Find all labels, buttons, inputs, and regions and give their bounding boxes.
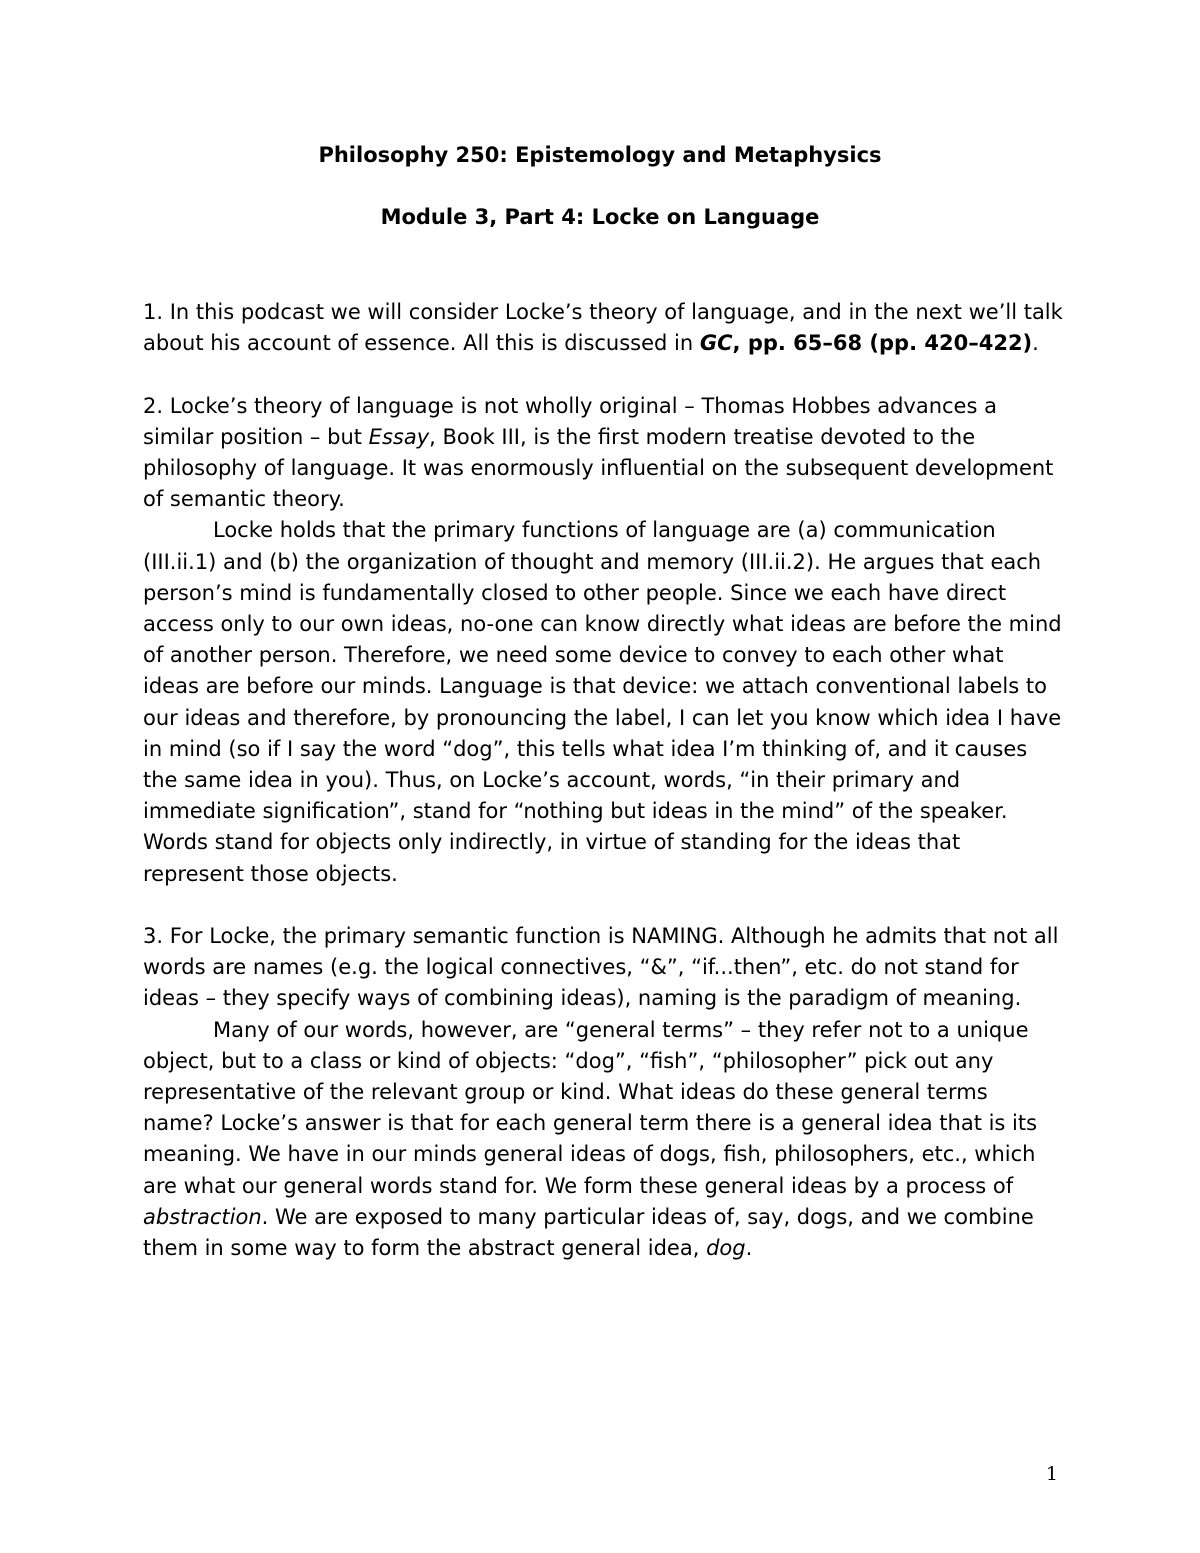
paragraph-2-text-b: , Book III, is the first modern treatise devoted to the philosophy of language. It was enormously influential on the subsequent development of semantic theory. [143,424,1054,512]
dog-term: dog [706,1236,746,1261]
paragraph-3: 3. For Locke, the primary semantic function is NAMING. Although he admits that not all words are names (e.g. the logical connectives, “&”, “if...then”, etc. do not stand for ideas – they specify ways of combining ideas), naming is the paradigm of meaning. [143,924,1059,1011]
document-title: Philosophy 250: Epistemology and Metaphysics [318,143,882,167]
abstraction-term: abstraction [143,1204,262,1229]
paragraph-2-text-a: 2. Locke’s theory of language is not wholly original – Thomas Hobbes advances a similar position – but [143,393,997,449]
gc-reference: GC [699,331,733,356]
paragraph-1-end: . [1032,331,1039,356]
paragraph-2-continued: Locke holds that the primary functions of language are (a) communication (III.ii.1) and (b) the organization of thought and memory (III.ii.2). He argues that each person’s mind is fundamentally closed to other people. Since we each have direct access only to our own ideas, no-one can know directly what ideas are before the mind of another person. Therefore, we need some device to convey to each other what ideas are before our minds. Language is that device: we attach conventional labels to our ideas and therefore, by pronouncing the label, I can let you know which idea I have in mind (so if I say the word “dog”, this tells what idea I’m thinking of, and it causes the same idea in you). Thus, on Locke’s account, words, “in their primary and immediate signification”, stand for “nothing but ideas in the mind” of the speaker. Words stand for objects only indirectly, in virtue of standing for the ideas that represent those objects. [143,518,1062,886]
document-body [143,297,1063,1264]
paragraph-3-text-a: Many of our words, however, are “general terms” – they refer not to a unique object, but to a class or kind of objects: “dog”, “fish”, “philosopher” pick out any representative of the relevant group or kind. What ideas do these general terms name? Locke’s answer is that for each general term there is a general idea that is its meaning. We have in our minds general ideas of dogs, fish, philosophers, etc., which are what our general words stand for. We form these general ideas by a process of [143,1017,1038,1198]
essay-title: Essay [368,424,430,449]
paragraph-3-continued [143,1015,1063,1265]
page-reference: , pp. 65–68 (pp. 420–422) [732,331,1033,356]
page-number: 1 [1045,1463,1058,1485]
document-subtitle: Module 3, Part 4: Locke on Language [380,205,820,229]
paragraph-3-text-b: . We are exposed to many particular ideas of, say, dogs, and we combine them in some way to form the abstract general idea, [143,1204,1034,1261]
paragraph-2 [143,391,1063,516]
paragraph-gap [143,359,1063,390]
paragraph-gap [143,890,1063,921]
paragraph-1 [143,297,1063,359]
paragraph-1-text: 1. In this podcast we will consider Locke’s theory of language, and in the next we’ll talk about his account of essence. All this is discussed in [143,300,1063,356]
paragraph-3-end: . [745,1236,753,1261]
